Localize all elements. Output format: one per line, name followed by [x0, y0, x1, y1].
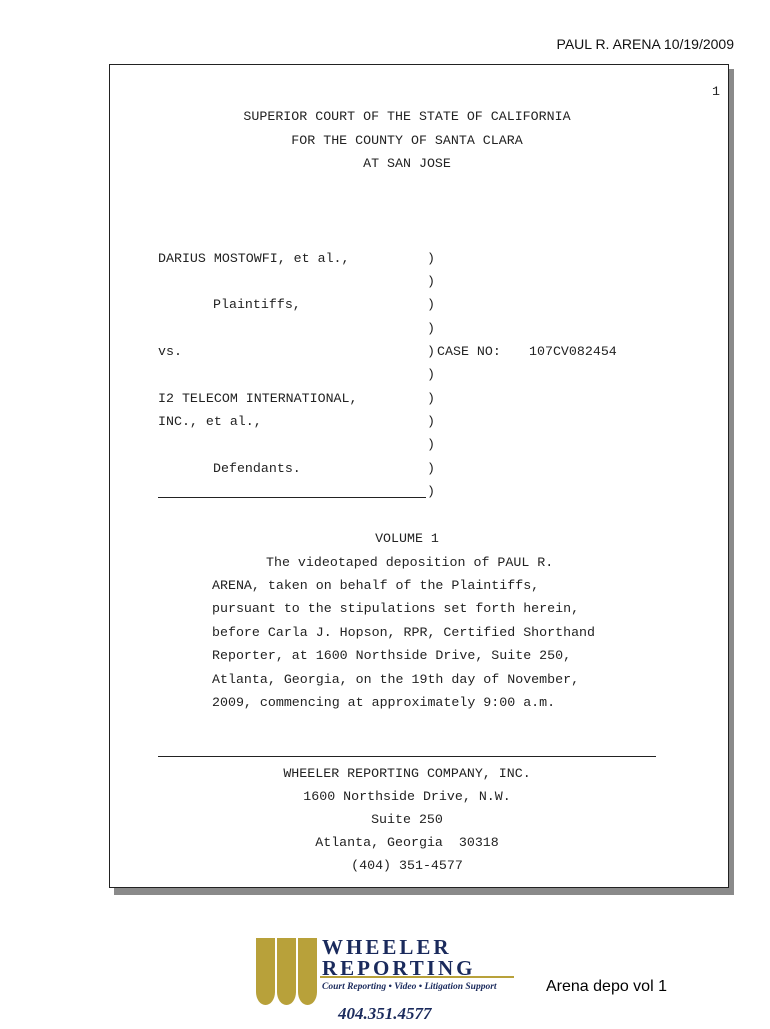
logo-line-2: REPORTING	[322, 956, 476, 980]
transcript-page	[109, 64, 729, 888]
plaintiff-name: DARIUS MOSTOWFI, et al.,	[158, 251, 350, 266]
versus-label: vs.	[158, 344, 182, 359]
reporter-line-5: (404) 351-4577	[351, 858, 463, 873]
body-line-7: 2009, commencing at approximately 9:00 a.m.	[212, 695, 556, 710]
caption-paren: )	[427, 367, 435, 382]
caption-paren: )	[427, 391, 435, 406]
reporter-line-1: WHEELER REPORTING COMPANY, INC.	[283, 766, 531, 781]
caption-paren: )	[427, 251, 435, 266]
case-number: 107CV082454	[529, 344, 617, 359]
page-number: 1	[712, 84, 720, 99]
case-number-label: CASE NO:	[437, 344, 501, 359]
reporter-line-3: Suite 250	[371, 812, 443, 827]
body-line-3: pursuant to the stipulations set forth herein,	[212, 601, 580, 616]
caption-paren: )	[427, 321, 435, 336]
caption-underline	[158, 497, 426, 498]
caption-paren: )	[427, 484, 435, 499]
caption-paren: )	[427, 297, 435, 312]
body-line-4: before Carla J. Hopson, RPR, Certified Shorthand	[212, 625, 596, 640]
wheeler-reporting-logo	[254, 935, 524, 1029]
defendant-name-1: I2 TELECOM INTERNATIONAL,	[158, 391, 358, 406]
caption-paren: )	[427, 437, 435, 452]
court-line-3: AT SAN JOSE	[363, 156, 451, 171]
reporter-line-4: Atlanta, Georgia 30318	[315, 835, 499, 850]
caption-paren: )	[427, 461, 435, 476]
body-line-5: Reporter, at 1600 Northside Drive, Suite 250,	[212, 648, 572, 663]
reporter-divider	[158, 756, 656, 757]
logo-tagline: Court Reporting • Video • Litigation Support	[322, 982, 497, 992]
court-line-2: FOR THE COUNTY OF SANTA CLARA	[291, 133, 523, 148]
volume-label: VOLUME 1	[375, 531, 439, 546]
defendants-label: Defendants.	[213, 461, 301, 476]
caption-paren: )	[427, 414, 435, 429]
body-line-1: The videotaped deposition of PAUL R.	[266, 555, 554, 570]
logo-phone: 404.351.4577	[338, 1004, 432, 1023]
document-label: Arena depo vol 1	[546, 978, 667, 995]
body-line-2: ARENA, taken on behalf of the Plaintiffs,	[212, 578, 540, 593]
reporter-line-2: 1600 Northside Drive, N.W.	[303, 789, 511, 804]
court-line-1: SUPERIOR COURT OF THE STATE OF CALIFORNIA	[243, 109, 571, 124]
defendant-name-2: INC., et al.,	[158, 414, 262, 429]
plaintiffs-label: Plaintiffs,	[213, 297, 301, 312]
logo-line-1: WHEELER	[322, 935, 452, 959]
body-line-6: Atlanta, Georgia, on the 19th day of November,	[212, 672, 580, 687]
deponent-date-header: PAUL R. ARENA 10/19/2009	[556, 36, 734, 52]
caption-paren: )	[427, 274, 435, 289]
caption-paren: )	[427, 344, 435, 359]
